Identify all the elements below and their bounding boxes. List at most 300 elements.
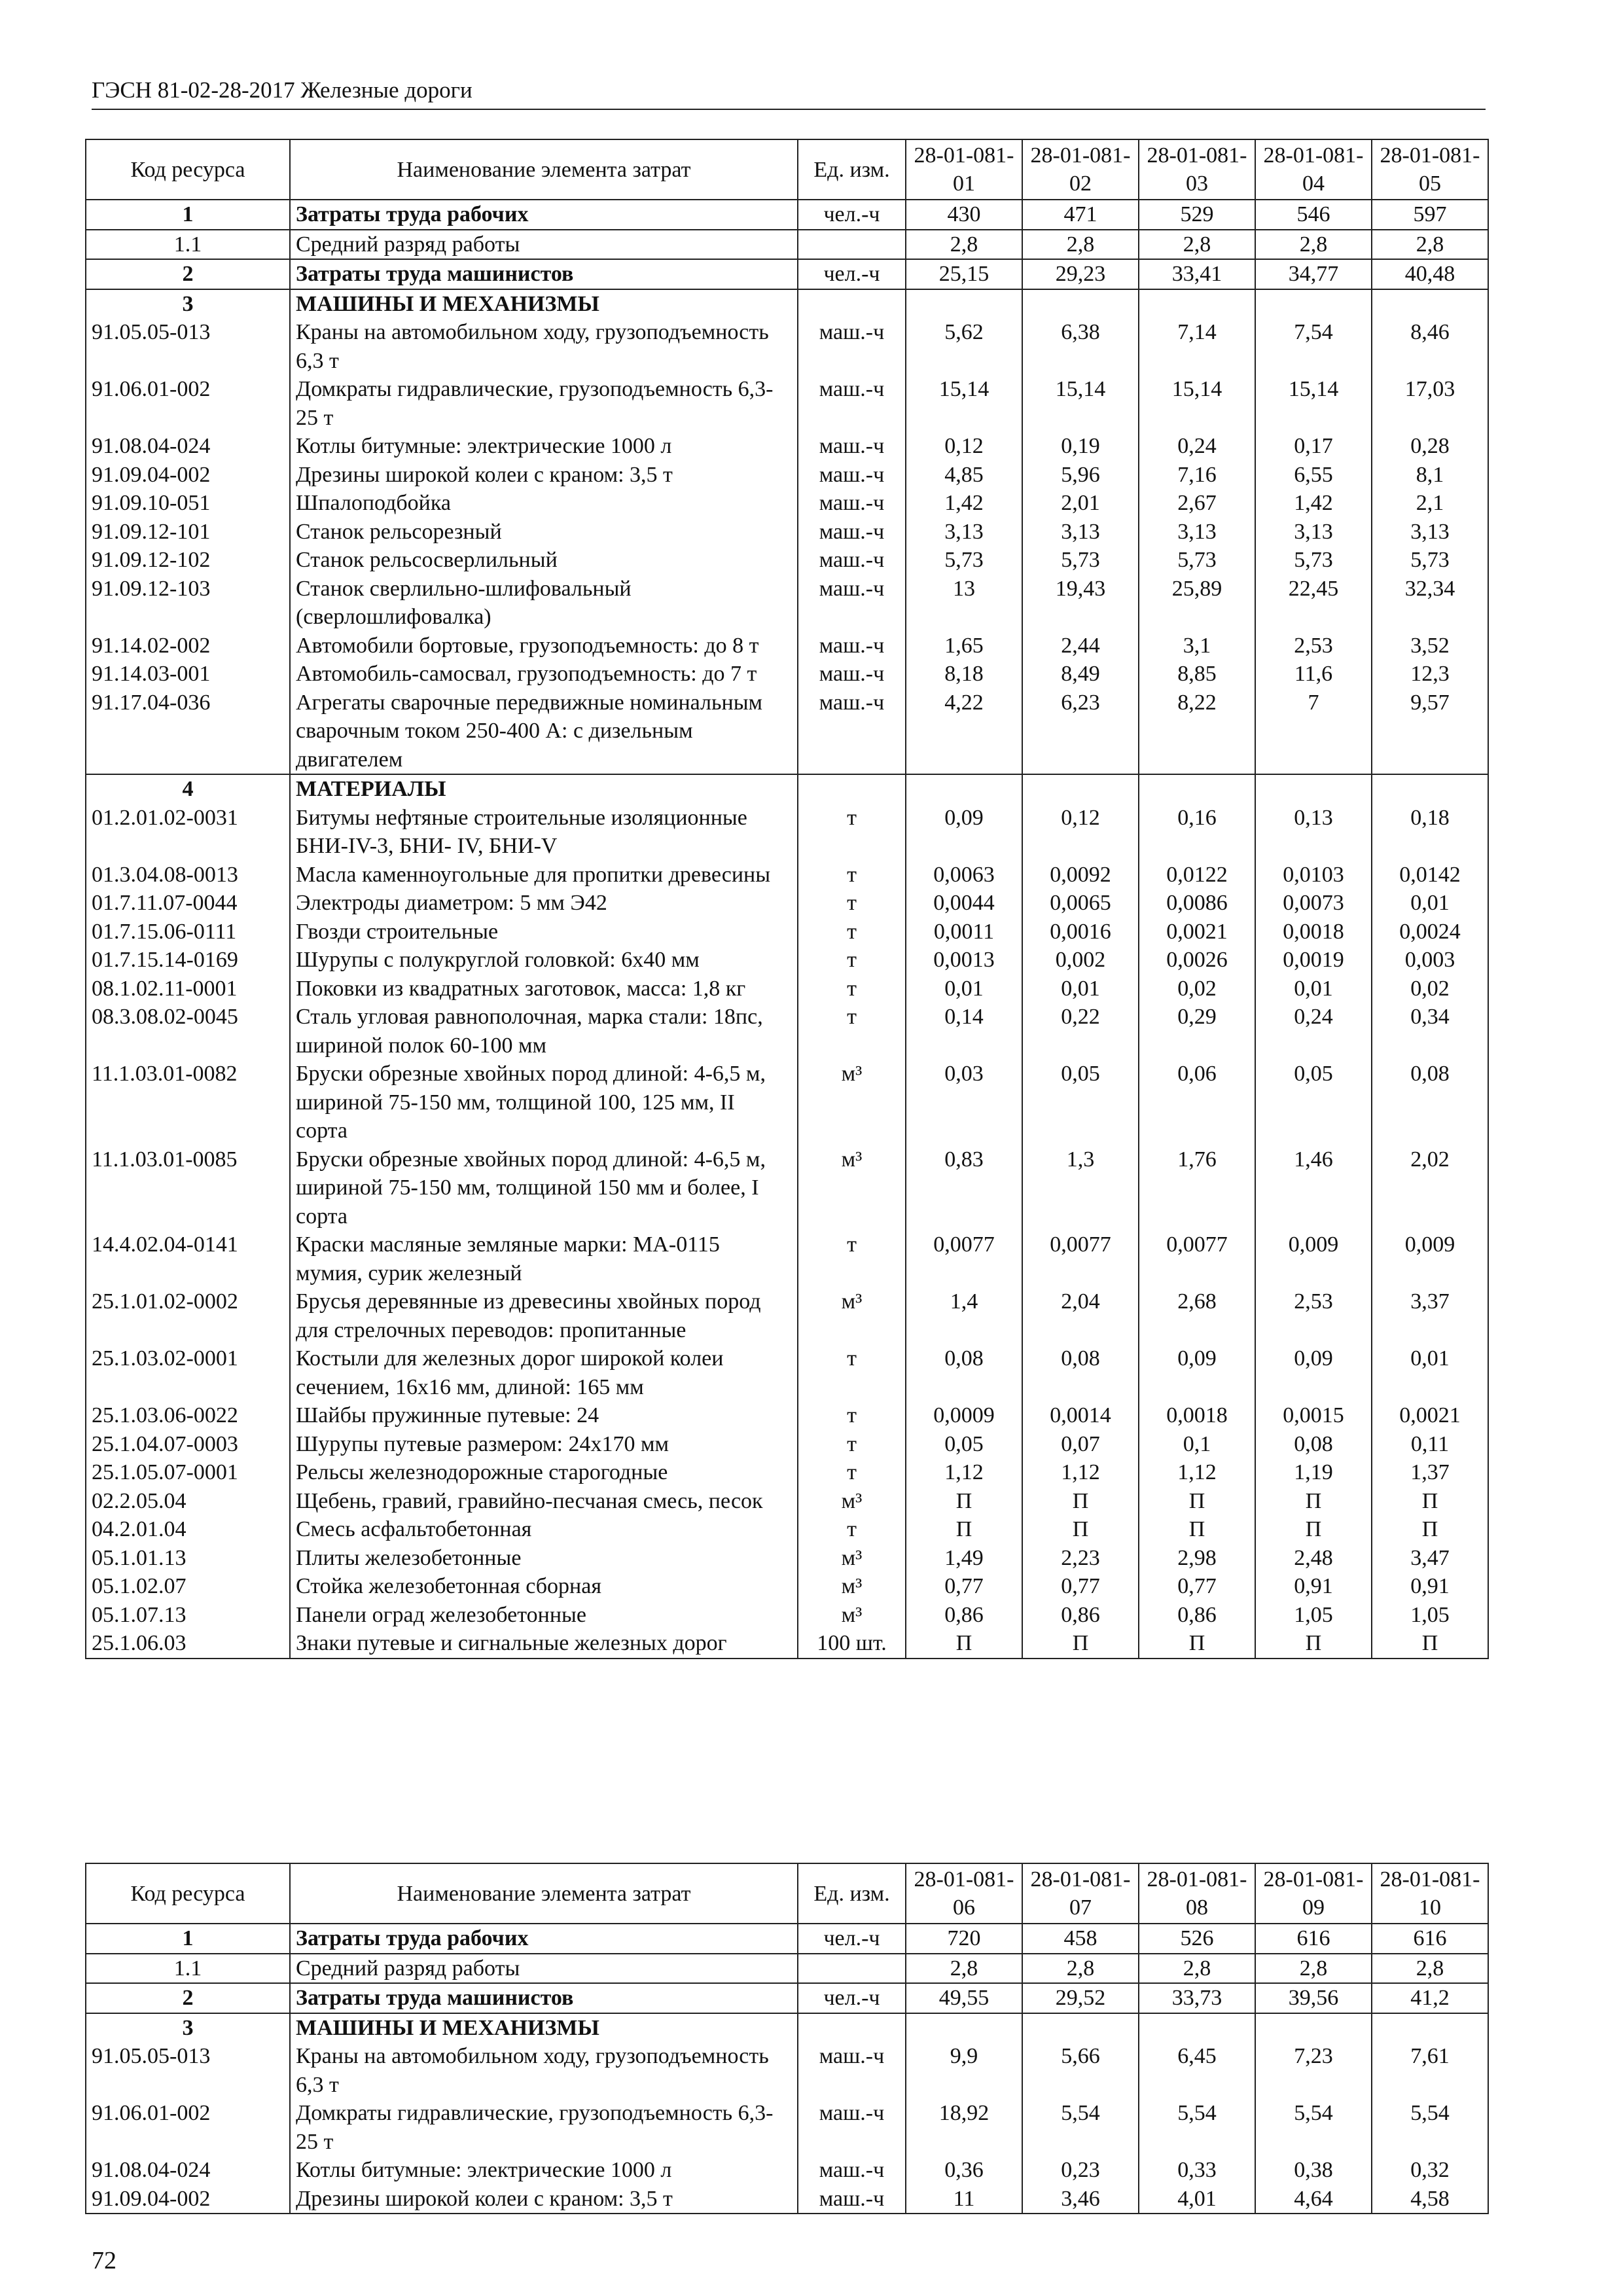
norm-value-4: 0,01 bbox=[1255, 975, 1372, 1003]
norm-value-2: 2,23 bbox=[1022, 1544, 1139, 1573]
col-header-norm-7: 28-01-081-07 bbox=[1022, 1863, 1139, 1924]
norm-value-5: 0,32 bbox=[1372, 2156, 1488, 2185]
norm-value-3: 4,01 bbox=[1139, 2185, 1255, 2214]
resource-name: Шурупы путевые размером: 24х170 мм bbox=[290, 1430, 798, 1459]
table-header-row bbox=[86, 1863, 1488, 1924]
norm-value-1 bbox=[906, 289, 1022, 319]
norm-value-5: П bbox=[1372, 1487, 1488, 1516]
norm-value-2: 0,08 bbox=[1022, 1344, 1139, 1401]
resource-name: Станок сверлильно-шлифовальный (сверлошлифовалка) bbox=[290, 575, 798, 632]
resource-name: Шайбы пружинные путевые: 24 bbox=[290, 1401, 798, 1430]
resource-code: 91.08.04-024 bbox=[86, 432, 290, 461]
norm-value-2: 2,44 bbox=[1022, 632, 1139, 660]
resource-table-2 bbox=[85, 1863, 1489, 2214]
table-row bbox=[86, 318, 1488, 375]
norm-value-5: 3,47 bbox=[1372, 1544, 1488, 1573]
norm-value-4: 7,23 bbox=[1255, 2042, 1372, 2099]
table-row bbox=[86, 432, 1488, 461]
norm-value-4: 0,0018 bbox=[1255, 918, 1372, 946]
resource-code: 25.1.05.07-0001 bbox=[86, 1458, 290, 1487]
norm-value-5: 0,0021 bbox=[1372, 1401, 1488, 1430]
table-row bbox=[86, 1487, 1488, 1516]
table-row bbox=[86, 1060, 1488, 1145]
unit-of-measure bbox=[798, 1954, 906, 1984]
resource-code: 3 bbox=[86, 289, 290, 319]
norm-value-4: 0,0103 bbox=[1255, 861, 1372, 889]
unit-of-measure: маш.-ч bbox=[798, 432, 906, 461]
unit-of-measure: т bbox=[798, 861, 906, 889]
norm-value-5 bbox=[1372, 2013, 1488, 2043]
resource-code: 04.2.01.04 bbox=[86, 1515, 290, 1544]
norm-value-1: 25,15 bbox=[906, 259, 1022, 289]
table-row bbox=[86, 1601, 1488, 1630]
norm-value-1: 0,77 bbox=[906, 1572, 1022, 1601]
norm-value-3: 529 bbox=[1139, 200, 1255, 230]
norm-value-1: 0,0009 bbox=[906, 1401, 1022, 1430]
norm-value-5: 2,02 bbox=[1372, 1145, 1488, 1231]
unit-of-measure: маш.-ч bbox=[798, 489, 906, 518]
resource-name: Электроды диаметром: 5 мм Э42 bbox=[290, 889, 798, 918]
norm-value-3: 0,86 bbox=[1139, 1601, 1255, 1630]
table-row bbox=[86, 689, 1488, 775]
norm-value-1: 0,05 bbox=[906, 1430, 1022, 1459]
resource-name: Гвозди строительные bbox=[290, 918, 798, 946]
norm-value-4: 0,05 bbox=[1255, 1060, 1372, 1145]
resource-name: Затраты труда рабочих bbox=[290, 1924, 798, 1954]
norm-value-1: 0,0077 bbox=[906, 1230, 1022, 1287]
resource-code: 1.1 bbox=[86, 230, 290, 260]
norm-value-1: 18,92 bbox=[906, 2099, 1022, 2156]
norm-value-3: 2,67 bbox=[1139, 489, 1255, 518]
table-row bbox=[86, 1145, 1488, 1231]
table-row bbox=[86, 946, 1488, 975]
norm-value-2: 29,52 bbox=[1022, 1983, 1139, 2013]
norm-value-1: 5,62 bbox=[906, 318, 1022, 375]
norm-value-5: 0,003 bbox=[1372, 946, 1488, 975]
norm-value-5: 1,37 bbox=[1372, 1458, 1488, 1487]
resource-name: Автомобили бортовые, грузоподъемность: до 8 т bbox=[290, 632, 798, 660]
norm-value-2: 2,8 bbox=[1022, 230, 1139, 260]
norm-value-5: 2,8 bbox=[1372, 230, 1488, 260]
norm-value-1: 0,08 bbox=[906, 1344, 1022, 1401]
norm-value-4: 1,42 bbox=[1255, 489, 1372, 518]
norm-value-4: 3,13 bbox=[1255, 518, 1372, 547]
norm-value-5: 8,1 bbox=[1372, 461, 1488, 490]
resource-code: 91.14.03-001 bbox=[86, 660, 290, 689]
norm-value-2: 8,49 bbox=[1022, 660, 1139, 689]
norm-value-3 bbox=[1139, 774, 1255, 804]
norm-value-1: 11 bbox=[906, 2185, 1022, 2214]
col-header-norm-2: 28-01-081-02 bbox=[1022, 139, 1139, 200]
table-row bbox=[86, 889, 1488, 918]
norm-value-2: 0,01 bbox=[1022, 975, 1139, 1003]
document-header: ГЭСН 81-02-28-2017 Железные дороги bbox=[92, 77, 473, 103]
resource-table-1 bbox=[85, 139, 1489, 1659]
resource-code: 1 bbox=[86, 200, 290, 230]
norm-value-1: 0,36 bbox=[906, 2156, 1022, 2185]
unit-of-measure: т bbox=[798, 1401, 906, 1430]
table-row bbox=[86, 518, 1488, 547]
resource-name: Панели оград железобетонные bbox=[290, 1601, 798, 1630]
table-row bbox=[86, 1515, 1488, 1544]
norm-value-5 bbox=[1372, 774, 1488, 804]
norm-value-4 bbox=[1255, 774, 1372, 804]
resource-name: Поковки из квадратных заготовок, масса: 1,8 кг bbox=[290, 975, 798, 1003]
unit-of-measure bbox=[798, 289, 906, 319]
norm-value-4: 5,54 bbox=[1255, 2099, 1372, 2156]
norm-value-5: 0,009 bbox=[1372, 1230, 1488, 1287]
norm-value-2: 6,38 bbox=[1022, 318, 1139, 375]
norm-value-4 bbox=[1255, 2013, 1372, 2043]
table-row bbox=[86, 230, 1488, 260]
norm-value-4: 2,8 bbox=[1255, 1954, 1372, 1984]
resource-code: 91.06.01-002 bbox=[86, 2099, 290, 2156]
norm-value-4: 7 bbox=[1255, 689, 1372, 775]
norm-value-1: 3,13 bbox=[906, 518, 1022, 547]
resource-name: МАТЕРИАЛЫ bbox=[290, 774, 798, 804]
norm-value-2: 0,0014 bbox=[1022, 1401, 1139, 1430]
norm-value-5: 1,05 bbox=[1372, 1601, 1488, 1630]
resource-code: 05.1.07.13 bbox=[86, 1601, 290, 1630]
norm-value-3: 2,98 bbox=[1139, 1544, 1255, 1573]
unit-of-measure: чел.-ч bbox=[798, 1924, 906, 1954]
norm-value-2: 19,43 bbox=[1022, 575, 1139, 632]
norm-value-1: 1,4 bbox=[906, 1287, 1022, 1344]
norm-value-5: 41,2 bbox=[1372, 1983, 1488, 2013]
norm-value-4: 7,54 bbox=[1255, 318, 1372, 375]
resource-code: 91.06.01-002 bbox=[86, 375, 290, 432]
resource-code: 14.4.02.04-0141 bbox=[86, 1230, 290, 1287]
norm-value-4: 0,0073 bbox=[1255, 889, 1372, 918]
resource-code: 08.3.08.02-0045 bbox=[86, 1003, 290, 1060]
norm-value-5: 40,48 bbox=[1372, 259, 1488, 289]
resource-code: 05.1.02.07 bbox=[86, 1572, 290, 1601]
norm-value-1: 0,0013 bbox=[906, 946, 1022, 975]
norm-value-5: 5,73 bbox=[1372, 546, 1488, 575]
norm-value-4: 2,53 bbox=[1255, 1287, 1372, 1344]
resource-code: 3 bbox=[86, 2013, 290, 2043]
resource-name: Котлы битумные: электрические 1000 л bbox=[290, 2156, 798, 2185]
unit-of-measure: т bbox=[798, 1458, 906, 1487]
resource-name: Средний разряд работы bbox=[290, 1954, 798, 1984]
table-row bbox=[86, 1629, 1488, 1659]
table-row bbox=[86, 1003, 1488, 1060]
norm-value-2: 0,23 bbox=[1022, 2156, 1139, 2185]
norm-value-1: 0,83 bbox=[906, 1145, 1022, 1231]
table-row bbox=[86, 1287, 1488, 1344]
norm-value-3: 0,16 bbox=[1139, 804, 1255, 861]
norm-value-3: 0,0122 bbox=[1139, 861, 1255, 889]
resource-name: МАШИНЫ И МЕХАНИЗМЫ bbox=[290, 2013, 798, 2043]
norm-value-1: 15,14 bbox=[906, 375, 1022, 432]
norm-value-3: 0,06 bbox=[1139, 1060, 1255, 1145]
norm-value-4: 34,77 bbox=[1255, 259, 1372, 289]
unit-of-measure: маш.-ч bbox=[798, 375, 906, 432]
norm-value-4: 4,64 bbox=[1255, 2185, 1372, 2214]
norm-value-3: 7,16 bbox=[1139, 461, 1255, 490]
table-row bbox=[86, 1401, 1488, 1430]
norm-value-2 bbox=[1022, 2013, 1139, 2043]
resource-name: Бруски обрезные хвойных пород длиной: 4-6,5 м, шириной 75-150 мм, толщиной 100, 125 мм, II сорта bbox=[290, 1060, 798, 1145]
table-row bbox=[86, 804, 1488, 861]
resource-name: Стойка железобетонная сборная bbox=[290, 1572, 798, 1601]
norm-value-5: 0,01 bbox=[1372, 889, 1488, 918]
resource-code: 1.1 bbox=[86, 1954, 290, 1984]
norm-value-4: 0,38 bbox=[1255, 2156, 1372, 2185]
norm-value-1: 8,18 bbox=[906, 660, 1022, 689]
section-row bbox=[86, 259, 1488, 289]
norm-value-4: 0,09 bbox=[1255, 1344, 1372, 1401]
unit-of-measure: т bbox=[798, 975, 906, 1003]
norm-value-3: 33,41 bbox=[1139, 259, 1255, 289]
col-header-name: Наименование элемента затрат bbox=[290, 139, 798, 200]
resource-name: Станок рельсорезный bbox=[290, 518, 798, 547]
resource-code: 91.09.04-002 bbox=[86, 461, 290, 490]
unit-of-measure: маш.-ч bbox=[798, 660, 906, 689]
norm-value-1: 0,0063 bbox=[906, 861, 1022, 889]
norm-value-4: 0,0015 bbox=[1255, 1401, 1372, 1430]
resource-code: 01.7.15.14-0169 bbox=[86, 946, 290, 975]
table-row bbox=[86, 1458, 1488, 1487]
norm-value-3: П bbox=[1139, 1487, 1255, 1516]
norm-value-3: 0,24 bbox=[1139, 432, 1255, 461]
resource-name: Брусья деревянные из древесины хвойных пород для стрелочных переводов: пропитанные bbox=[290, 1287, 798, 1344]
resource-code: 2 bbox=[86, 1983, 290, 2013]
table-row bbox=[86, 2099, 1488, 2156]
col-header-norm-4: 28-01-081-04 bbox=[1255, 139, 1372, 200]
norm-value-1: 49,55 bbox=[906, 1983, 1022, 2013]
norm-value-3: П bbox=[1139, 1515, 1255, 1544]
unit-of-measure bbox=[798, 2013, 906, 2043]
unit-of-measure: чел.-ч bbox=[798, 1983, 906, 2013]
table-row bbox=[86, 2042, 1488, 2099]
norm-value-4: 6,55 bbox=[1255, 461, 1372, 490]
table-row bbox=[86, 918, 1488, 946]
norm-value-2: 0,22 bbox=[1022, 1003, 1139, 1060]
resource-name: Шурупы с полукруглой головкой: 6х40 мм bbox=[290, 946, 798, 975]
unit-of-measure: т bbox=[798, 946, 906, 975]
unit-of-measure: т bbox=[798, 889, 906, 918]
norm-value-5: 5,54 bbox=[1372, 2099, 1488, 2156]
norm-value-4: 0,24 bbox=[1255, 1003, 1372, 1060]
col-header-code: Код ресурса bbox=[86, 139, 290, 200]
norm-value-4: П bbox=[1255, 1515, 1372, 1544]
norm-value-3: 3,13 bbox=[1139, 518, 1255, 547]
norm-value-5: 0,01 bbox=[1372, 1344, 1488, 1401]
resource-code: 11.1.03.01-0082 bbox=[86, 1060, 290, 1145]
norm-value-3: 25,89 bbox=[1139, 575, 1255, 632]
table-header-row bbox=[86, 139, 1488, 200]
norm-value-3: 0,0026 bbox=[1139, 946, 1255, 975]
norm-value-2: 3,46 bbox=[1022, 2185, 1139, 2214]
resource-code: 25.1.03.06-0022 bbox=[86, 1401, 290, 1430]
norm-value-1: 720 bbox=[906, 1924, 1022, 1954]
norm-value-3 bbox=[1139, 2013, 1255, 2043]
norm-value-4: 0,0019 bbox=[1255, 946, 1372, 975]
norm-value-5: 0,0024 bbox=[1372, 918, 1488, 946]
table-row bbox=[86, 660, 1488, 689]
col-header-norm-6: 28-01-081-06 bbox=[906, 1863, 1022, 1924]
norm-value-5: 8,46 bbox=[1372, 318, 1488, 375]
resource-code: 91.09.10-051 bbox=[86, 489, 290, 518]
norm-value-1: 9,9 bbox=[906, 2042, 1022, 2099]
norm-value-1: 1,65 bbox=[906, 632, 1022, 660]
norm-value-2: 2,8 bbox=[1022, 1954, 1139, 1984]
resource-code: 91.17.04-036 bbox=[86, 689, 290, 775]
col-header-unit: Ед. изм. bbox=[798, 139, 906, 200]
unit-of-measure: чел.-ч bbox=[798, 259, 906, 289]
norm-value-3: 5,54 bbox=[1139, 2099, 1255, 2156]
resource-name: Сталь угловая равнополочная, марка стали: 18пс, шириной полок 60-100 мм bbox=[290, 1003, 798, 1060]
col-header-norm-10: 28-01-081-10 bbox=[1372, 1863, 1488, 1924]
norm-value-2: 471 bbox=[1022, 200, 1139, 230]
norm-value-5: 32,34 bbox=[1372, 575, 1488, 632]
norm-value-4: 39,56 bbox=[1255, 1983, 1372, 2013]
norm-value-4: П bbox=[1255, 1629, 1372, 1659]
norm-value-5: 0,34 bbox=[1372, 1003, 1488, 1060]
unit-of-measure: 100 шт. bbox=[798, 1629, 906, 1659]
norm-value-1: 0,01 bbox=[906, 975, 1022, 1003]
norm-value-2: 0,0077 bbox=[1022, 1230, 1139, 1287]
norm-value-2: 1,3 bbox=[1022, 1145, 1139, 1231]
resource-name: Битумы нефтяные строительные изоляционные БНИ-IV-3, БНИ- IV, БНИ-V bbox=[290, 804, 798, 861]
unit-of-measure: маш.-ч bbox=[798, 518, 906, 547]
norm-value-1: 13 bbox=[906, 575, 1022, 632]
table-row bbox=[86, 1954, 1488, 1984]
resource-name: МАШИНЫ И МЕХАНИЗМЫ bbox=[290, 289, 798, 319]
norm-value-2: 0,05 bbox=[1022, 1060, 1139, 1145]
norm-value-4: 2,8 bbox=[1255, 230, 1372, 260]
resource-code: 4 bbox=[86, 774, 290, 804]
norm-value-2: 5,54 bbox=[1022, 2099, 1139, 2156]
norm-value-3: 0,02 bbox=[1139, 975, 1255, 1003]
resource-code: 2 bbox=[86, 259, 290, 289]
table-row bbox=[86, 2156, 1488, 2185]
norm-value-2: 458 bbox=[1022, 1924, 1139, 1954]
unit-of-measure: маш.-ч bbox=[798, 632, 906, 660]
table-row bbox=[86, 1230, 1488, 1287]
norm-value-2: 3,13 bbox=[1022, 518, 1139, 547]
resource-name: Краны на автомобильном ходу, грузоподъемность 6,3 т bbox=[290, 318, 798, 375]
col-header-norm-1: 28-01-081-01 bbox=[906, 139, 1022, 200]
resource-code: 25.1.04.07-0003 bbox=[86, 1430, 290, 1459]
resource-code: 91.05.05-013 bbox=[86, 318, 290, 375]
resource-code: 91.05.05-013 bbox=[86, 2042, 290, 2099]
norm-value-5: 12,3 bbox=[1372, 660, 1488, 689]
unit-of-measure: маш.-ч bbox=[798, 2042, 906, 2099]
resource-name: Средний разряд работы bbox=[290, 230, 798, 260]
norm-value-3: 1,12 bbox=[1139, 1458, 1255, 1487]
section-row bbox=[86, 1983, 1488, 2013]
norm-value-1: 2,8 bbox=[906, 230, 1022, 260]
section-row bbox=[86, 1924, 1488, 1954]
unit-of-measure: т bbox=[798, 1230, 906, 1287]
norm-value-2: П bbox=[1022, 1515, 1139, 1544]
norm-value-2: 5,66 bbox=[1022, 2042, 1139, 2099]
resource-name: Шпалоподбойка bbox=[290, 489, 798, 518]
unit-of-measure: т bbox=[798, 918, 906, 946]
col-header-norm-9: 28-01-081-09 bbox=[1255, 1863, 1372, 1924]
unit-of-measure: маш.-ч bbox=[798, 689, 906, 775]
resource-code: 91.08.04-024 bbox=[86, 2156, 290, 2185]
resource-name: Знаки путевые и сигнальные железных дорог bbox=[290, 1629, 798, 1659]
norm-value-1: 2,8 bbox=[906, 1954, 1022, 1984]
norm-value-3: 2,8 bbox=[1139, 230, 1255, 260]
unit-of-measure: м³ bbox=[798, 1544, 906, 1573]
norm-value-2: 1,12 bbox=[1022, 1458, 1139, 1487]
resource-code: 01.3.04.08-0013 bbox=[86, 861, 290, 889]
norm-value-5: 3,52 bbox=[1372, 632, 1488, 660]
norm-value-2: 2,04 bbox=[1022, 1287, 1139, 1344]
norm-value-3: 8,22 bbox=[1139, 689, 1255, 775]
norm-value-1: 5,73 bbox=[906, 546, 1022, 575]
norm-value-5: 0,0142 bbox=[1372, 861, 1488, 889]
table-row bbox=[86, 1572, 1488, 1601]
norm-value-2: П bbox=[1022, 1487, 1139, 1516]
norm-value-3: 0,09 bbox=[1139, 1344, 1255, 1401]
unit-of-measure: чел.-ч bbox=[798, 200, 906, 230]
norm-value-5: 9,57 bbox=[1372, 689, 1488, 775]
norm-value-3: 3,1 bbox=[1139, 632, 1255, 660]
norm-value-1: 0,09 bbox=[906, 804, 1022, 861]
norm-value-1: 0,86 bbox=[906, 1601, 1022, 1630]
norm-value-3: 0,77 bbox=[1139, 1572, 1255, 1601]
unit-of-measure: м³ bbox=[798, 1287, 906, 1344]
norm-value-1: 0,0044 bbox=[906, 889, 1022, 918]
resource-name: Краны на автомобильном ходу, грузоподъемность 6,3 т bbox=[290, 2042, 798, 2099]
resource-code: 91.09.04-002 bbox=[86, 2185, 290, 2214]
resource-code: 25.1.01.02-0002 bbox=[86, 1287, 290, 1344]
norm-value-3: 2,8 bbox=[1139, 1954, 1255, 1984]
norm-value-4: 0,13 bbox=[1255, 804, 1372, 861]
norm-value-4: 616 bbox=[1255, 1924, 1372, 1954]
unit-of-measure: м³ bbox=[798, 1060, 906, 1145]
norm-value-2: 0,19 bbox=[1022, 432, 1139, 461]
norm-value-4: 0,17 bbox=[1255, 432, 1372, 461]
norm-value-3: 6,45 bbox=[1139, 2042, 1255, 2099]
table-row bbox=[86, 975, 1488, 1003]
resource-name: Рельсы железнодорожные старогодные bbox=[290, 1458, 798, 1487]
resource-name: Краски масляные земляные марки: МА-0115 мумия, сурик железный bbox=[290, 1230, 798, 1287]
unit-of-measure bbox=[798, 230, 906, 260]
resource-code: 91.09.12-102 bbox=[86, 546, 290, 575]
norm-value-4: 0,91 bbox=[1255, 1572, 1372, 1601]
norm-value-3: 526 bbox=[1139, 1924, 1255, 1954]
table-row bbox=[86, 1430, 1488, 1459]
resource-name: Плиты железобетонные bbox=[290, 1544, 798, 1573]
norm-value-3: 0,33 bbox=[1139, 2156, 1255, 2185]
unit-of-measure: маш.-ч bbox=[798, 575, 906, 632]
norm-value-1: 0,0011 bbox=[906, 918, 1022, 946]
section-row bbox=[86, 2013, 1488, 2043]
unit-of-measure: маш.-ч bbox=[798, 546, 906, 575]
resource-code: 25.1.03.02-0001 bbox=[86, 1344, 290, 1401]
resource-code: 05.1.01.13 bbox=[86, 1544, 290, 1573]
resource-code: 01.7.11.07-0044 bbox=[86, 889, 290, 918]
norm-value-3: 8,85 bbox=[1139, 660, 1255, 689]
norm-value-2: 0,86 bbox=[1022, 1601, 1139, 1630]
norm-value-5: 0,91 bbox=[1372, 1572, 1488, 1601]
norm-value-1: 4,85 bbox=[906, 461, 1022, 490]
norm-value-4: 15,14 bbox=[1255, 375, 1372, 432]
resource-name: Дрезины широкой колеи с краном: 3,5 т bbox=[290, 2185, 798, 2214]
norm-value-4: 1,05 bbox=[1255, 1601, 1372, 1630]
norm-value-4: 1,19 bbox=[1255, 1458, 1372, 1487]
norm-value-2: 0,0016 bbox=[1022, 918, 1139, 946]
norm-value-2 bbox=[1022, 289, 1139, 319]
norm-value-2: 29,23 bbox=[1022, 259, 1139, 289]
norm-value-5: 0,02 bbox=[1372, 975, 1488, 1003]
